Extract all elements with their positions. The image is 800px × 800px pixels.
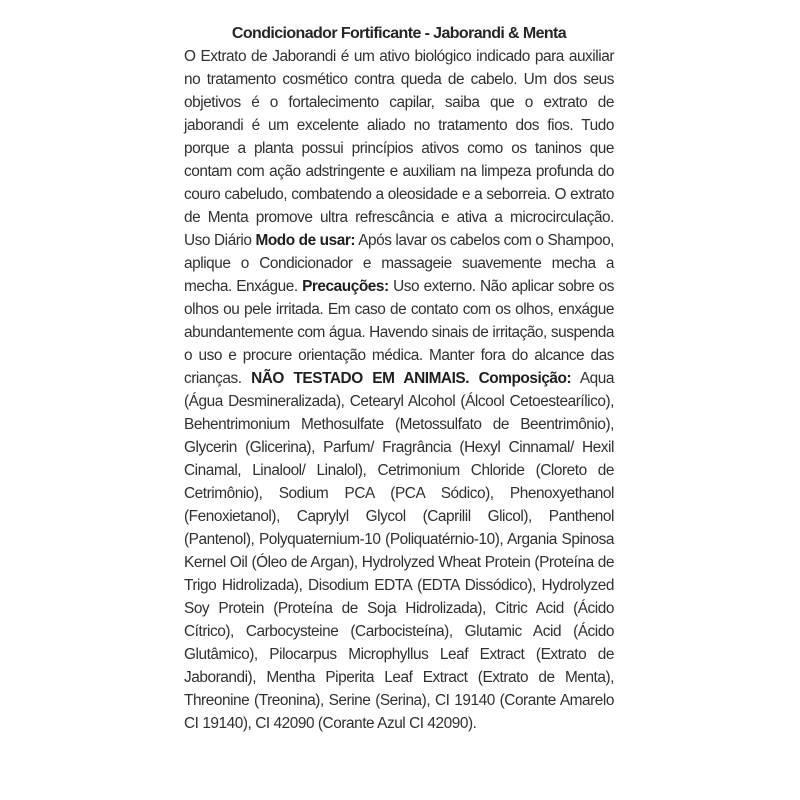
product-title: Condicionador Fortificante - Jaborandi & Menta bbox=[231, 25, 567, 42]
precautions-heading: Precauções: bbox=[302, 278, 389, 295]
composition-heading: Composição: bbox=[478, 370, 572, 387]
usage-text: Após lavar os cabelos com o Shampoo, aplique o Condicionador e massageie suavemente mecha a mecha. Enxágue. bbox=[184, 232, 615, 295]
not-tested-notice: NÃO TESTADO EM ANIMAIS. bbox=[251, 370, 470, 387]
label-body-text bbox=[184, 45, 614, 735]
usage-heading: Modo de usar: bbox=[255, 232, 356, 249]
composition-text: Aqua (Água Desmineralizada), Cetearyl Alcohol (Álcool Cetoestearílico), Behentrimonium Methosulfate (Metossulfato de Beentrimônio), Glycerin (Glicerina), Parfum/ Fragrância (Hexyl Cinnamal/ Hexil Cinamal, Linalool/ Linalol), Cetrimonium Chloride (Cloreto de Cetrimônio), Sodium PCA (PCA Sódico), Phenoxyethanol (Fenoxietanol), Caprylyl Glycol (Caprilil Glicol), Panthenol (Pantenol), Polyquaternium-10 (Poliquatérnio-10), Argania Spinosa Kernel Oil (Óleo de Argan), Hydrolyzed Wheat Protein (Proteína de Trigo Hidrolizada), Disodium EDTA (EDTA Dissódico), Hydrolyzed Soy Protein (Proteína de Soja Hidrolizada), Citric Acid (Ácido Cítrico), Carbocysteine (Carbocisteína), Glutamic Acid (Ácido Glutâmico), Pilocarpus Microphyllus Leaf Extract (Extrato de Jaborandi), Mentha Piperita Leaf Extract (Extrato de Menta), Threonine (Treonina), Serine (Serina), CI 19140 (Corante Amarelo CI 19140), CI 42090 (Corante Azul CI 42090). bbox=[184, 370, 615, 732]
product-label bbox=[184, 22, 614, 735]
precautions-text: Uso externo. Não aplicar sobre os olhos ou pele irritada. Em caso de contato com os olhos, enxágue abundantemente com água. Havendo sinais de irritação, suspenda o uso e procure orientação médica. Manter fora do alcance das crianças. bbox=[184, 278, 614, 387]
product-description: O Extrato de Jaborandi é um ativo biológico indicado para auxiliar no tratamento cosmético contra queda de cabelo. Um dos seus objetivos é o fortalecimento capilar, saiba que o extrato de jaborandi é um excelente aliado no tratamento dos fios. Tudo porque a planta possui princípios ativos como os taninos que contam com ação adstringente e auxiliam na limpeza profunda do couro cabeludo, combatendo a oleosidade e a seborreia. O extrato de Menta promove ultra refrescância e ativa a microcirculação. Uso Diário bbox=[184, 48, 614, 249]
